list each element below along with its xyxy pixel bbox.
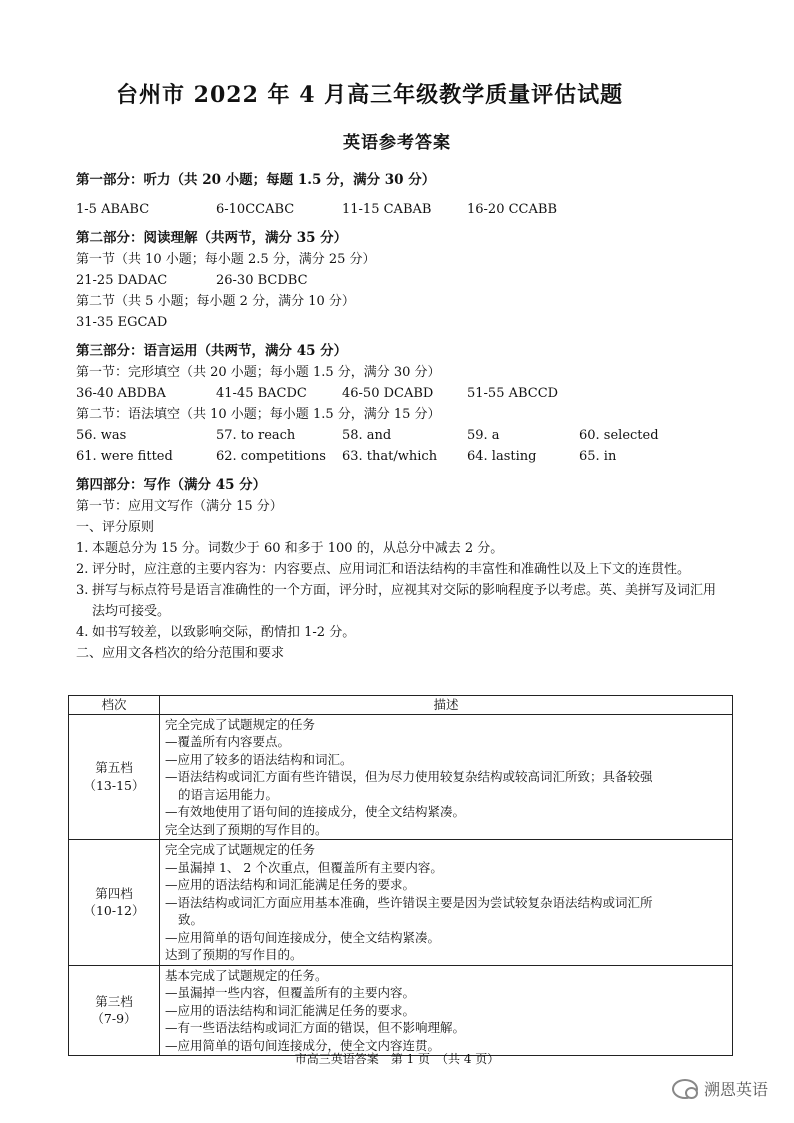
answer-group: 21-25 DADAC	[76, 273, 168, 288]
description-line: 完全完成了试题规定的任务	[165, 716, 316, 732]
principle-number: 4.	[76, 625, 89, 640]
part2-section2: 第二节（共 5 小题；每小题 2 分，满分 10 分）	[76, 294, 355, 309]
description-line: —应用简单的语句间连接成分，使全文内容连贯。	[165, 1037, 441, 1053]
description-line: —应用了较多的语法结构和词汇。	[165, 751, 353, 767]
answer-group: 51-55 ABCCD	[467, 386, 559, 401]
fill-answer: 63. that/which	[342, 449, 438, 464]
description-cell	[160, 714, 733, 840]
table-row	[69, 840, 733, 966]
part3-section2: 第二节：语法填空（共 10 小题；每小题 1.5 分，满分 15 分）	[76, 407, 441, 422]
part2-heading: 第二部分：阅读理解（共两节，满分 35 分）	[76, 230, 348, 246]
description-cell	[160, 840, 733, 966]
level-range: （7-9）	[91, 1011, 137, 1027]
principle-number: 3.	[76, 583, 89, 598]
fill-answer: 58. and	[342, 428, 392, 443]
description-line: 完全达到了预期的写作目的。	[165, 821, 328, 837]
description-column-header: 描述	[160, 696, 733, 715]
description-line: —虽漏掉 1、 2 个次重点，但覆盖所有主要内容。	[165, 859, 443, 875]
page-footer: 市高三英语答案 第 1 页 （共 4 页）	[294, 1052, 500, 1066]
principle-item	[76, 622, 728, 643]
level-name: 第三档	[95, 993, 133, 1009]
description-cell	[160, 965, 733, 1056]
part4-section1: 第一节：应用文写作（满分 15 分）	[76, 499, 283, 514]
level-range: （10-12）	[83, 903, 145, 919]
part2-section2-answers	[76, 312, 728, 333]
watermark-text: 溯恩英语	[704, 1080, 769, 1099]
part1-answers	[76, 199, 728, 220]
answer-group: 26-30 BCDBC	[216, 273, 308, 288]
level-column-header: 档次	[69, 696, 160, 715]
fill-answer: 65. in	[579, 449, 617, 464]
document-subtitle: 英语参考答案	[343, 133, 451, 153]
part1-heading: 第一部分：听力（共 20 小题；每题 1.5 分，满分 30 分）	[76, 172, 436, 188]
fill-answer: 57. to reach	[216, 428, 296, 443]
description-line: —有效地使用了语句间的连接成分，使全文结构紧凑。	[165, 804, 466, 819]
description-line: —语法结构或词汇方面有些许错误，但为尽力使用较复杂结构或较高词汇所致；具备较强	[165, 769, 653, 784]
description-line: 致。	[178, 912, 204, 927]
levels-title: 二、应用文各档次的给分范围和要求	[76, 646, 285, 661]
answer-group: 36-40 ABDBA	[76, 386, 166, 401]
answer-content	[76, 170, 728, 664]
principle-item	[76, 580, 728, 622]
principle-text: 评分时，应注意的主要内容为：内容要点、应用词汇和语法结构的丰富性和准确性以及上下文的连贯性。	[92, 562, 691, 577]
fill-answer: 61. were fitted	[76, 449, 173, 464]
fill-answer: 59. a	[467, 428, 500, 443]
grading-table	[68, 695, 733, 1056]
answer-group: 46-50 DCABD	[342, 386, 434, 401]
table-row	[69, 965, 733, 1056]
description-line: 基本完成了试题规定的任务。	[165, 967, 328, 983]
answer-group: 11-15 CABAB	[342, 202, 432, 217]
principle-item	[76, 538, 728, 559]
level-cell	[69, 840, 160, 966]
answer-group: 6-10CCABC	[216, 202, 295, 217]
description-line: 达到了预期的写作目的。	[165, 947, 303, 962]
part3-heading: 第三部分：语言运用（共两节，满分 45 分）	[76, 343, 348, 359]
description-line: —应用的语法结构和词汇能满足任务的要求。	[165, 1002, 416, 1018]
fill-answer: 56. was	[76, 428, 127, 443]
principle-text: 拼写与标点符号是语言准确性的一个方面，评分时，应视其对交际的影响程度予以考虑。英、美拼写及词汇用法均可接受。	[92, 583, 717, 619]
part3-section1-answers	[76, 383, 728, 404]
description-line: —覆盖所有内容要点。	[165, 734, 291, 749]
level-cell	[69, 714, 160, 840]
answer-group: 16-20 CCABB	[467, 202, 557, 217]
description-line: —虽漏掉一些内容，但覆盖所有的主要内容。	[165, 985, 416, 1000]
description-line: 的语言运用能力。	[178, 786, 279, 802]
watermark	[672, 1077, 768, 1100]
principle-text: 如书写较差，以致影响交际，酌情扣 1-2 分。	[92, 625, 356, 640]
principle-number: 1.	[76, 541, 89, 556]
wechat-icon	[672, 1079, 698, 1099]
fill-answers-row	[76, 446, 728, 467]
answer-group: 1-5 ABABC	[76, 202, 150, 217]
description-line: —有一些语法结构或词汇方面的错误，但不影响理解。	[165, 1020, 466, 1035]
part3-section1: 第一节：完形填空（共 20 小题；每小题 1.5 分，满分 30 分）	[76, 365, 441, 380]
level-range: （13-15）	[83, 777, 145, 793]
description-line: 完全完成了试题规定的任务	[165, 842, 316, 857]
fill-answer: 62. competitions	[216, 449, 326, 464]
description-line: —应用简单的语句间连接成分，使全文结构紧凑。	[165, 929, 441, 945]
principle-item	[76, 559, 728, 580]
principle-number: 2.	[76, 562, 89, 577]
fill-answer: 60. selected	[579, 428, 659, 443]
fill-answer: 64. lasting	[467, 449, 537, 464]
description-line: —应用的语法结构和词汇能满足任务的要求。	[165, 877, 416, 892]
document-title: 台州市 2022 年 4 月高三年级教学质量评估试题	[116, 82, 624, 108]
description-line: —语法结构或词汇方面应用基本准确，些许错误主要是因为尝试较复杂语法结构或词汇所	[165, 894, 653, 910]
part2-section1: 第一节（共 10 小题；每小题 2.5 分，满分 25 分）	[76, 252, 376, 267]
level-cell	[69, 965, 160, 1056]
answer-group: 41-45 BACDC	[216, 386, 307, 401]
table-header-row	[69, 696, 733, 715]
part2-section1-answers	[76, 270, 728, 291]
fill-answers-row	[76, 425, 728, 446]
table-row	[69, 714, 733, 840]
part4-heading: 第四部分：写作（满分 45 分）	[76, 477, 267, 493]
principle-text: 本题总分为 15 分。词数少于 60 和多于 100 的，从总分中减去 2 分。	[92, 541, 504, 556]
level-name: 第四档	[95, 885, 133, 901]
answer-group: 31-35 EGCAD	[76, 315, 168, 330]
principles-title: 一、评分原则	[76, 520, 155, 535]
level-name: 第五档	[95, 760, 133, 776]
